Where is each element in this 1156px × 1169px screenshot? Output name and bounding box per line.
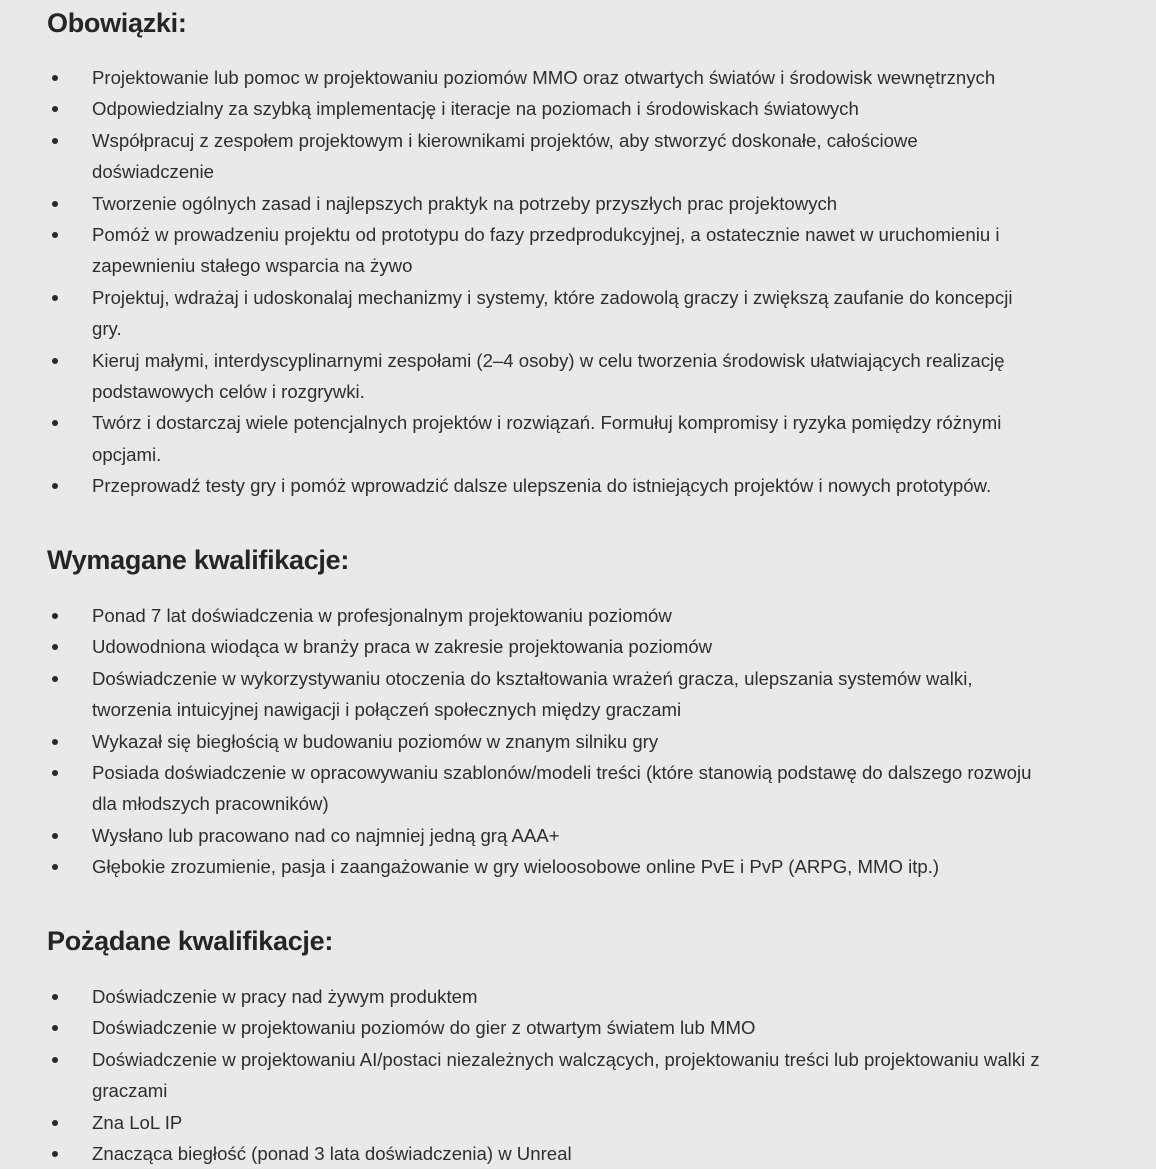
bullet-icon [52,106,58,112]
bullet-icon [52,613,58,619]
section-heading: Obowiązki: [47,8,187,38]
bullet-icon [52,420,58,426]
list-item-text: Doświadczenie w pracy nad żywym produktem [92,986,478,1007]
list-item [0,600,1042,631]
bullet-icon [52,1151,58,1157]
bullet-icon [52,295,58,301]
list-item-text: Pomóż w prowadzeniu projektu od prototypu do fazy przedprodukcyjnej, a ostatecznie nawet w uruchomieniu i zapewnieniu stałego wsparcia na żywo [92,224,1000,277]
list-item-text: Przeprowadź testy gry i pomóż wprowadzić dalsze ulepszenia do istniejących projektów i nowych prototypów. [92,475,992,497]
list-item [0,1107,1042,1138]
list-item [0,219,1042,282]
list-item [0,1138,1042,1169]
list-item-text: Wykazał się biegłością w budowaniu poziomów w znanym silniku gry [92,730,659,752]
list-item [0,820,1042,851]
bullet-icon [52,644,58,650]
bullet-icon [52,483,58,489]
list-item-text: Współpracuj z zespołem projektowym i kierownikami projektów, aby stworzyć doskonałe, całościowe doświadczenie [92,129,918,183]
section-heading: Pożądane kwalifikacje: [47,926,334,956]
list-item [0,981,1042,1012]
list-item-text: Posiada doświadczenie w opracowywaniu szablonów/modeli treści (które stanowią podstawę do dalszego rozwoju dla młodszych pracowników) [92,762,1032,815]
list-item-text: Projektuj, wdrażaj i udoskonalaj mechanizmy i systemy, które zadowolą graczy i zwiększą zaufanie do koncepcji gry. [92,286,1013,340]
list-item [0,757,1042,820]
list-item-text: Projektowanie lub pomoc w projektowaniu poziomów MMO oraz otwartych światów i środowisk wewnętrznych [92,67,996,88]
list-item [0,282,1042,345]
list-item [0,726,1042,757]
bullet-icon [52,358,58,364]
list-item-text: Tworzenie ogólnych zasad i najlepszych praktyk na potrzeby przyszłych prac projektowych [92,192,838,214]
list-item [0,407,1042,470]
list-item-text: Zna LoL IP [92,1111,183,1133]
list-item [0,1012,1042,1043]
bullet-icon [52,676,58,682]
list-item [0,470,1042,501]
list-item-text: Twórz i dostarczaj wiele potencjalnych projektów i rozwiązań. Formułuj kompromisy i ryzyka pomiędzy różnymi opcjami. [92,412,1002,465]
list-item [0,62,1042,93]
bullet-icon [52,138,58,144]
bullet-icon [52,232,58,238]
preferred-qualifications-list [0,981,1156,1169]
section-heading: Wymagane kwalifikacje: [47,545,350,575]
list-item [0,663,1042,726]
list-item-text: Udowodniona wiodąca w branży praca w zakresie projektowania poziomów [92,636,713,658]
bullet-icon [52,1057,58,1063]
bullet-icon [52,770,58,776]
responsibilities-list [0,62,1156,502]
list-item-text: Wysłano lub pracowano nad co najmniej jedną grą AAA+ [92,824,560,846]
list-item [0,188,1042,219]
required-qualifications-list [0,600,1156,883]
bullet-icon [52,739,58,745]
list-item-text: Odpowiedzialny za szybką implementację i iteracje na poziomach i środowiskach światowych [92,98,859,120]
list-item-text: Głębokie zrozumienie, pasja i zaangażowanie w gry wieloosobowe online PvE i PvP (ARPG, MMO itp.) [92,856,940,878]
list-item [0,345,1042,408]
list-item [0,93,1042,124]
bullet-icon [52,833,58,839]
list-item [0,631,1042,662]
bullet-icon [52,75,58,81]
list-item-text: Znacząca biegłość (ponad 3 lata doświadczenia) w Unreal [92,1143,572,1165]
bullet-icon [52,1120,58,1126]
list-item-text: Doświadczenie w projektowaniu poziomów do gier z otwartym światem lub MMO [92,1017,756,1039]
bullet-icon [52,864,58,870]
list-item [0,125,1042,188]
list-item-text: Kieruj małymi, interdyscyplinarnymi zespołami (2–4 osoby) w celu tworzenia środowisk ułatwiających realizację podstawowych celów i rozgrywki. [92,349,1005,403]
list-item-text: Doświadczenie w projektowaniu AI/postaci niezależnych walczących, projektowaniu treści lub projektowaniu walki z graczami [92,1048,1040,1102]
list-item [0,851,1042,882]
bullet-icon [52,201,58,207]
bullet-icon [52,994,58,1000]
list-item [0,1044,1042,1107]
list-item-text: Ponad 7 lat doświadczenia w profesjonalnym projektowaniu poziomów [92,605,672,626]
bullet-icon [52,1025,58,1031]
list-item-text: Doświadczenie w wykorzystywaniu otoczenia do kształtowania wrażeń gracza, ulepszania systemów walki, tworzenia intuicyjnej nawigacji i połączeń społecznych między graczami [92,667,973,721]
